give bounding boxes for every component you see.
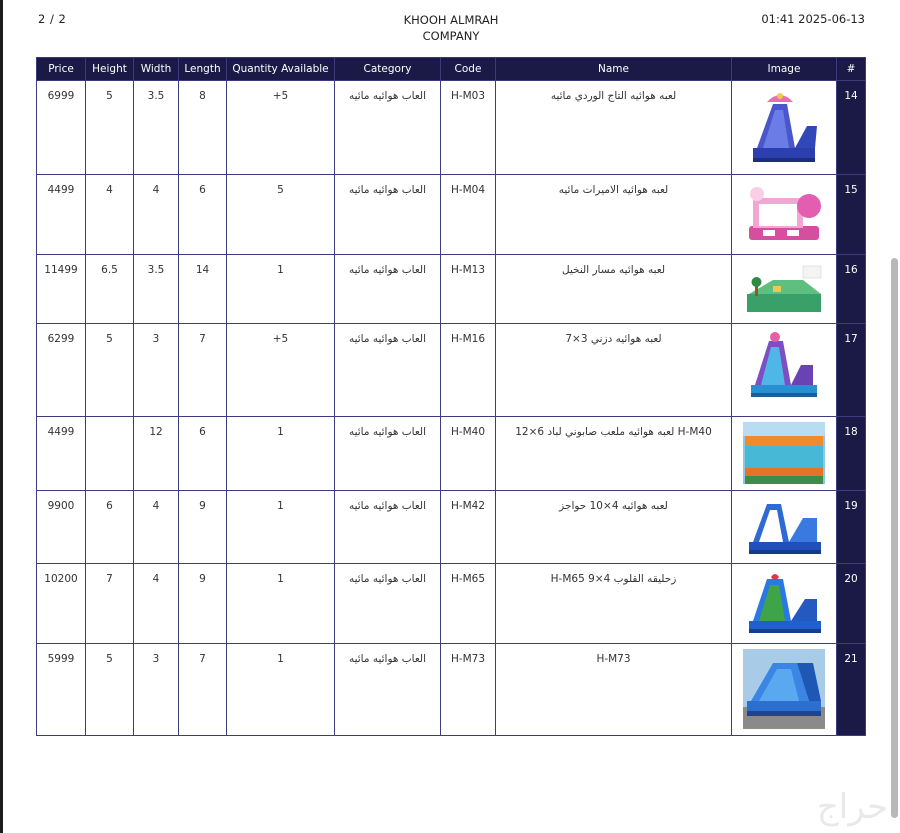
cell-quantity: 5 (227, 175, 335, 255)
cell-code: H-M40 (441, 417, 496, 491)
cell-length: 7 (179, 644, 227, 736)
site-watermark: حراج (816, 787, 888, 827)
page-counter: 2 / 2 (38, 12, 67, 26)
cell-name: لعبه هوائيه 4×10 حواجز (496, 491, 732, 564)
inflatable-soap-field-image (743, 422, 825, 484)
company-name (350, 12, 552, 44)
cell-length: 14 (179, 255, 227, 324)
inflatable-slide-image (743, 86, 825, 168)
cell-index: 18 (837, 417, 866, 491)
cell-width: 4 (134, 564, 179, 644)
cell-height: 4 (86, 175, 134, 255)
print-datetime: 01:41 2025-06-13 (761, 12, 865, 26)
cell-image (732, 81, 837, 175)
cell-price: 4499 (37, 175, 86, 255)
cell-name: لعبه هوائيه الاميرات مائيه (496, 175, 732, 255)
cell-height: 6.5 (86, 255, 134, 324)
cell-code: H-M13 (441, 255, 496, 324)
cell-height (86, 417, 134, 491)
cell-height: 5 (86, 644, 134, 736)
company-name-line1: KHOOH ALMRAH (403, 13, 499, 27)
table-row (37, 175, 866, 255)
cell-height: 7 (86, 564, 134, 644)
cell-quantity: 1 (227, 255, 335, 324)
inventory-table (36, 57, 866, 736)
inflatable-bouncer-image (743, 180, 825, 248)
table-row (37, 564, 866, 644)
cell-name: زحليقه القلوب 4×9 H-M65 (496, 564, 732, 644)
cell-length: 6 (179, 417, 227, 491)
cell-category: العاب هوائيه مائيه (335, 564, 441, 644)
table-row (37, 255, 866, 324)
cell-index: 16 (837, 255, 866, 324)
col-header-name: Name (496, 58, 732, 81)
cell-index: 14 (837, 81, 866, 175)
col-header-height: Height (86, 58, 134, 81)
inflatable-blue-slide-image (743, 649, 825, 729)
cell-length: 7 (179, 324, 227, 417)
cell-price: 6299 (37, 324, 86, 417)
cell-width: 3 (134, 644, 179, 736)
cell-price: 6999 (37, 81, 86, 175)
col-header-length: Length (179, 58, 227, 81)
cell-width: 3.5 (134, 81, 179, 175)
cell-length: 9 (179, 564, 227, 644)
table-row (37, 491, 866, 564)
cell-width: 12 (134, 417, 179, 491)
col-header-quantity: Quantity Available (227, 58, 335, 81)
cell-name: H-M40 لعبه هوائيه ملعب صابوني لباد 6×12 (496, 417, 732, 491)
cell-category: العاب هوائيه مائيه (335, 81, 441, 175)
vertical-scrollbar[interactable] (891, 258, 898, 818)
cell-category: العاب هوائيه مائيه (335, 324, 441, 417)
cell-index: 15 (837, 175, 866, 255)
cell-name: H-M73 (496, 644, 732, 736)
cell-category: العاب هوائيه مائيه (335, 491, 441, 564)
cell-name: لعبه هوائيه مسار النخيل (496, 255, 732, 324)
col-header-price: Price (37, 58, 86, 81)
cell-length: 6 (179, 175, 227, 255)
cell-width: 4 (134, 175, 179, 255)
cell-index: 20 (837, 564, 866, 644)
table-row (37, 417, 866, 491)
cell-price: 10200 (37, 564, 86, 644)
cell-height: 6 (86, 491, 134, 564)
cell-price: 5999 (37, 644, 86, 736)
col-header-category: Category (335, 58, 441, 81)
cell-image (732, 324, 837, 417)
cell-image (732, 175, 837, 255)
cell-length: 8 (179, 81, 227, 175)
cell-code: H-M73 (441, 644, 496, 736)
cell-name: لعبه هوائيه التاج الوردي مائيه (496, 81, 732, 175)
cell-category: العاب هوائيه مائيه (335, 255, 441, 324)
cell-quantity: +5 (227, 324, 335, 417)
cell-height: 5 (86, 324, 134, 417)
cell-category: العاب هوائيه مائيه (335, 175, 441, 255)
cell-quantity: 1 (227, 644, 335, 736)
cell-quantity: 1 (227, 417, 335, 491)
cell-price: 9900 (37, 491, 86, 564)
cell-width: 3 (134, 324, 179, 417)
table-header-row (37, 58, 866, 81)
col-header-index: # (837, 58, 866, 81)
cell-code: H-M03 (441, 81, 496, 175)
cell-height: 5 (86, 81, 134, 175)
cell-category: العاب هوائيه مائيه (335, 417, 441, 491)
cell-quantity: 1 (227, 564, 335, 644)
cell-quantity: +5 (227, 81, 335, 175)
cell-image (732, 417, 837, 491)
inflatable-hearts-slide-image (743, 569, 825, 637)
cell-category: العاب هوائيه مائيه (335, 644, 441, 736)
cell-index: 21 (837, 644, 866, 736)
cell-code: H-M16 (441, 324, 496, 417)
cell-image (732, 491, 837, 564)
table-row (37, 324, 866, 417)
col-header-width: Width (134, 58, 179, 81)
cell-image (732, 564, 837, 644)
cell-name: لعبه هوائيه دزني 3×7 (496, 324, 732, 417)
col-header-image: Image (732, 58, 837, 81)
table-row (37, 81, 866, 175)
company-name-line2: COMPANY (422, 29, 480, 43)
inflatable-obstacle-image (743, 496, 825, 558)
cell-code: H-M04 (441, 175, 496, 255)
cell-image (732, 255, 837, 324)
inflatable-disney-slide-image (743, 329, 825, 401)
page-header (0, 0, 900, 56)
cell-width: 4 (134, 491, 179, 564)
cell-index: 19 (837, 491, 866, 564)
inflatable-palm-course-image (743, 260, 825, 318)
cell-index: 17 (837, 324, 866, 417)
cell-width: 3.5 (134, 255, 179, 324)
cell-price: 11499 (37, 255, 86, 324)
cell-length: 9 (179, 491, 227, 564)
cell-image (732, 644, 837, 736)
page-edge (0, 0, 3, 833)
col-header-code: Code (441, 58, 496, 81)
cell-quantity: 1 (227, 491, 335, 564)
cell-code: H-M65 (441, 564, 496, 644)
table-row (37, 644, 866, 736)
cell-price: 4499 (37, 417, 86, 491)
cell-code: H-M42 (441, 491, 496, 564)
